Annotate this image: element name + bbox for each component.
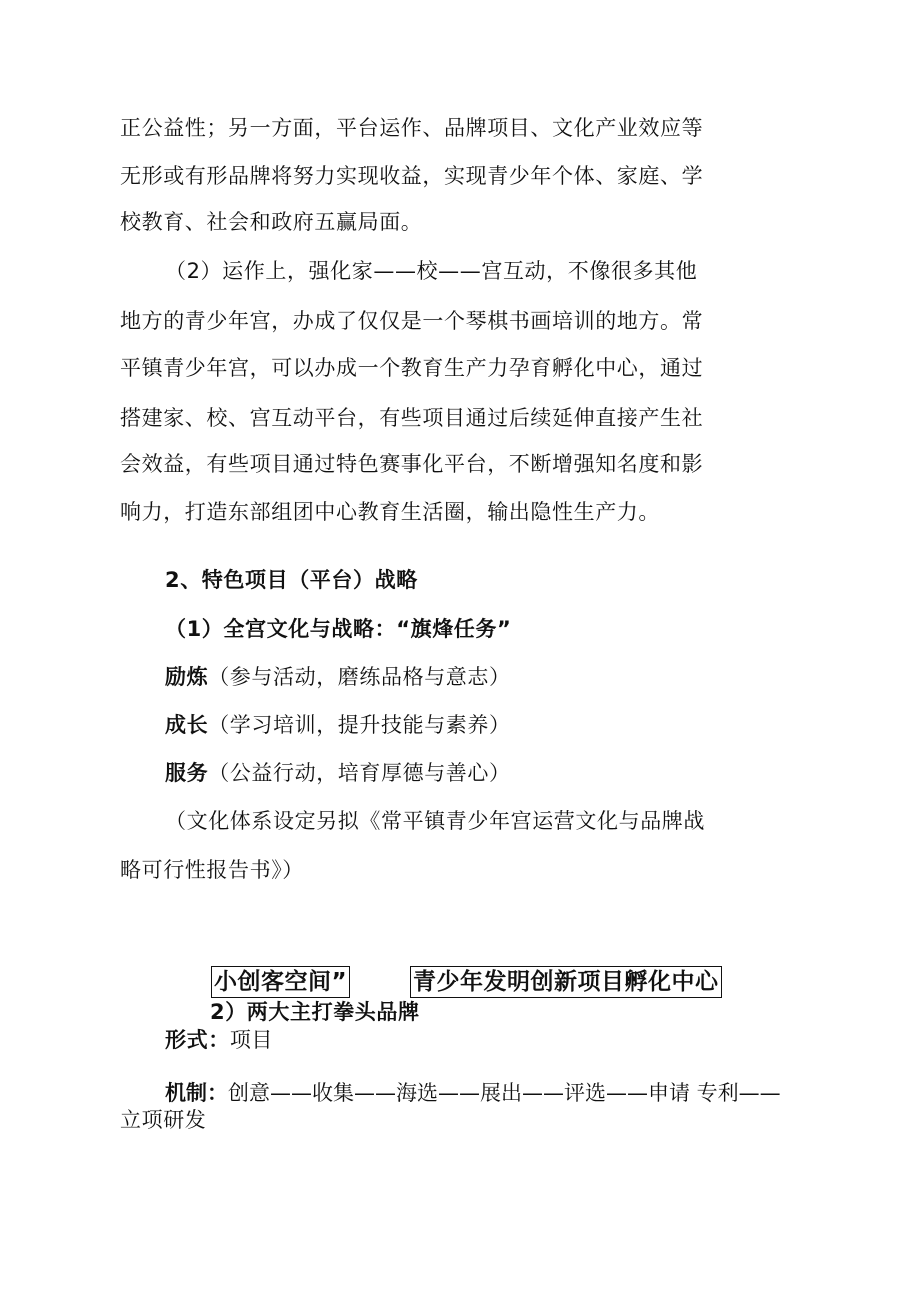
list-item-term: 成长 <box>165 713 209 737</box>
list-item <box>165 662 511 692</box>
brand-box-maker-space: 小创客空间” <box>211 966 350 998</box>
note-text-line: 略可行性报告书》） <box>120 858 304 882</box>
form-label: 形式： <box>165 1028 230 1052</box>
body-text-line: 搭建家、校、宫互动平台，有些项目通过后续延伸直接产生社 <box>120 406 704 430</box>
note-text-line: （文化体系设定另拟《常平镇青少年宫运营文化与品牌战 <box>165 809 705 833</box>
body-text-line: 无形或有形品牌将努力实现收益，实现青少年个体、家庭、学 <box>120 164 704 188</box>
brand-box-innovation-center: 青少年发明创新项目孵化中心 <box>410 966 722 998</box>
body-text-line: （2）运作上，强化家——校——宫互动，不像很多其他 <box>165 259 698 283</box>
mechanism-label: 机制： <box>165 1081 228 1105</box>
section-heading: 2、特色项目（平台）战略 <box>165 568 418 592</box>
body-text-line: 会效益，有些项目通过特色赛事化平台，不断增强知名度和影 <box>120 452 704 476</box>
list-item-desc: （参与活动，磨练品格与意志） <box>208 665 511 689</box>
subsection-heading: （1）全宫文化与战略：“旗烽任务” <box>165 617 512 641</box>
body-text-line: 响力，打造东部组团中心教育生活圈，输出隐性生产力。 <box>120 500 660 524</box>
form-value: 项目 <box>229 1028 274 1052</box>
brands-heading: 2）两大主打拳头品牌 <box>210 1000 420 1024</box>
form-line <box>165 1025 273 1055</box>
body-text-line: 平镇青少年宫，可以办成一个教育生产力孕育孵化中心，通过 <box>120 356 704 380</box>
mechanism-continuation: 立项研发 <box>120 1108 207 1132</box>
mechanism-value: 创意——收集——海选——展出——评选——申请 专利—— <box>228 1081 781 1105</box>
body-text-line: 正公益性；另一方面，平台运作、品牌项目、文化产业效应等 <box>120 116 704 140</box>
body-text-line: 校教育、社会和政府五赢局面。 <box>120 210 423 234</box>
list-item-term: 服务 <box>165 761 209 785</box>
list-item-desc: （公益行动，培育厚德与善心） <box>208 761 511 785</box>
list-item <box>165 710 511 740</box>
list-item <box>165 758 511 788</box>
body-text-line: 地方的青少年宫，办成了仅仅是一个琴棋书画培训的地方。常 <box>120 309 704 333</box>
list-item-desc: （学习培训，提升技能与素养） <box>208 713 511 737</box>
mechanism-line <box>165 1078 781 1108</box>
list-item-term: 励炼 <box>165 665 209 689</box>
